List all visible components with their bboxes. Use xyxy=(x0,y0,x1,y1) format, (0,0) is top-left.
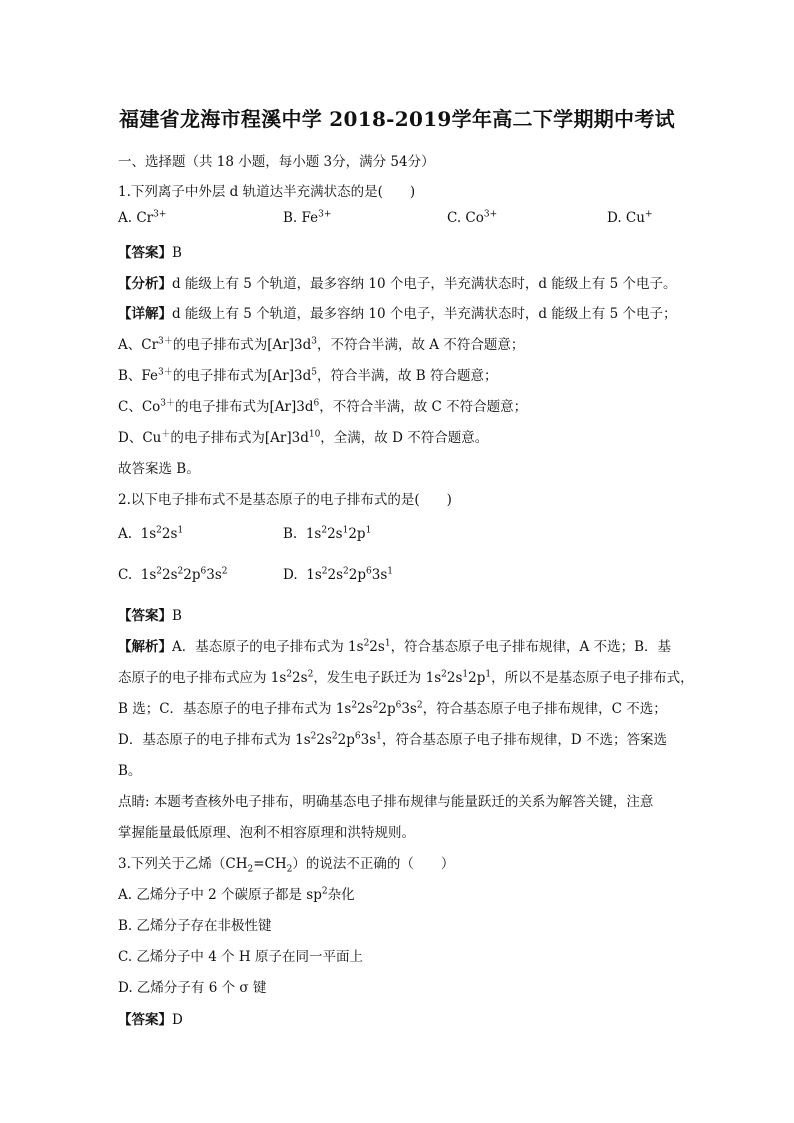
q3-option-d: D. 乙烯分子有 6 个 σ 键 xyxy=(118,980,267,996)
q2-explanation-line-4: D．基态原子的电子排布式为 $1s^22s^22p^63s^1$，符合基态原子电子排布规律，D 不选；答案选 xyxy=(118,731,667,748)
q2-option-b: B. $1s^22s^12p^1$ xyxy=(283,525,372,542)
q2-explanation-line-5: B。 xyxy=(118,763,142,779)
section-heading: 一、选择题（共 18 小题，每小题 3分，满分 54分） xyxy=(118,154,435,170)
q2-comment-line-2: 掌握能量最低原理、泡利不相容原理和洪特规则。 xyxy=(118,825,415,841)
q2-option-c: C. $1s^22s^22p^63s^2$ xyxy=(118,566,228,583)
question-2-stem: 2.以下电子排布式不是基态原子的电子排布式的是( ) xyxy=(118,492,452,508)
q3-option-b: B. 乙烯分子存在非极性键 xyxy=(118,918,272,934)
page-title: 福建省龙海市程溪中学 2018-2019学年高二下学期期中考试 xyxy=(119,107,675,131)
q3-option-c: C. 乙烯分子中 4 个 H 原子在同一平面上 xyxy=(118,949,363,965)
q3-answer: 【答案】D xyxy=(118,1012,183,1028)
question-1-stem: 1.下列离子中外层 d 轨道达半充满状态的是( ) xyxy=(118,184,416,200)
q2-comment-line-1: 点睛: 本题考查核外电子排布，明确基态电子排布规律与能量跃迁的关系为解答关键，注意 xyxy=(118,794,654,810)
q2-option-a: A. $1s^22s^1$ xyxy=(118,525,184,542)
q1-conclusion: 故答案选 B。 xyxy=(118,461,200,477)
q1-option-c: C. $Co^{3+}$ xyxy=(447,209,498,226)
q1-option-b: B. $Fe^{3+}$ xyxy=(283,209,332,226)
q1-detail-line-a: A、$Cr^{3+}$的电子排布式为$[Ar]3d^3$，不符合半满，故 A 不符合题意； xyxy=(118,336,525,353)
q1-detail-line-d: D、Cu＋的电子排布式为$[Ar]3d^{10}$，全满，故 D 不符合题意。 xyxy=(118,429,489,446)
q1-option-d: D. Cu+ xyxy=(607,209,653,226)
q1-detail-line-b: B、$Fe^{3+}$的电子排布式为$[Ar]3d^5$，符合半满，故 B 符合题意； xyxy=(118,367,498,384)
q3-option-a: A. 乙烯分子中 2 个碳原子都是 $sp^2$杂化 xyxy=(118,886,355,903)
q2-explanation-line-3: B 选；C．基态原子的电子排布式为 $1s^22s^22p^63s^2$，符合基态原子电子排布规律，C 不选； xyxy=(118,700,667,717)
q2-explanation-line-2: 态原子的电子排布式应为 $1s^22s^2$，发生电子跃迁为 $1s^22s^12p^1$，所以不是基态原子电子排布式， xyxy=(118,669,694,686)
q1-answer: 【答案】B xyxy=(118,245,182,261)
q1-analysis: 【分析】d 能级上有 5 个轨道，最多容纳 10 个电子，半充满状态时，d 能级上有 5 个电子。 xyxy=(118,276,677,292)
q1-option-a: A. $Cr^{3+}$ xyxy=(118,209,167,226)
q2-explanation-line-1: 【解析】A．基态原子的电子排布式为 $1s^22s^1$，符合基态原子电子排布规律，A 不选；B．基 xyxy=(118,638,672,655)
q2-option-d: D. $1s^22s^22p^63s^1$ xyxy=(283,566,393,583)
q1-detail-line-c: C、$Co^{3+}$的电子排布式为$[Ar]3d^6$，不符合半满，故 C 不符合题意； xyxy=(118,398,528,415)
q2-answer: 【答案】B xyxy=(118,608,182,624)
question-3-stem: 3.下列关于乙烯$(CH_2=CH_2)$的说法不正确的（ ） xyxy=(118,856,455,875)
q1-detail: 【详解】d 能级上有 5 个轨道，最多容纳 10 个电子，半充满状态时，d 能级上有 5 个电子； xyxy=(118,306,677,322)
